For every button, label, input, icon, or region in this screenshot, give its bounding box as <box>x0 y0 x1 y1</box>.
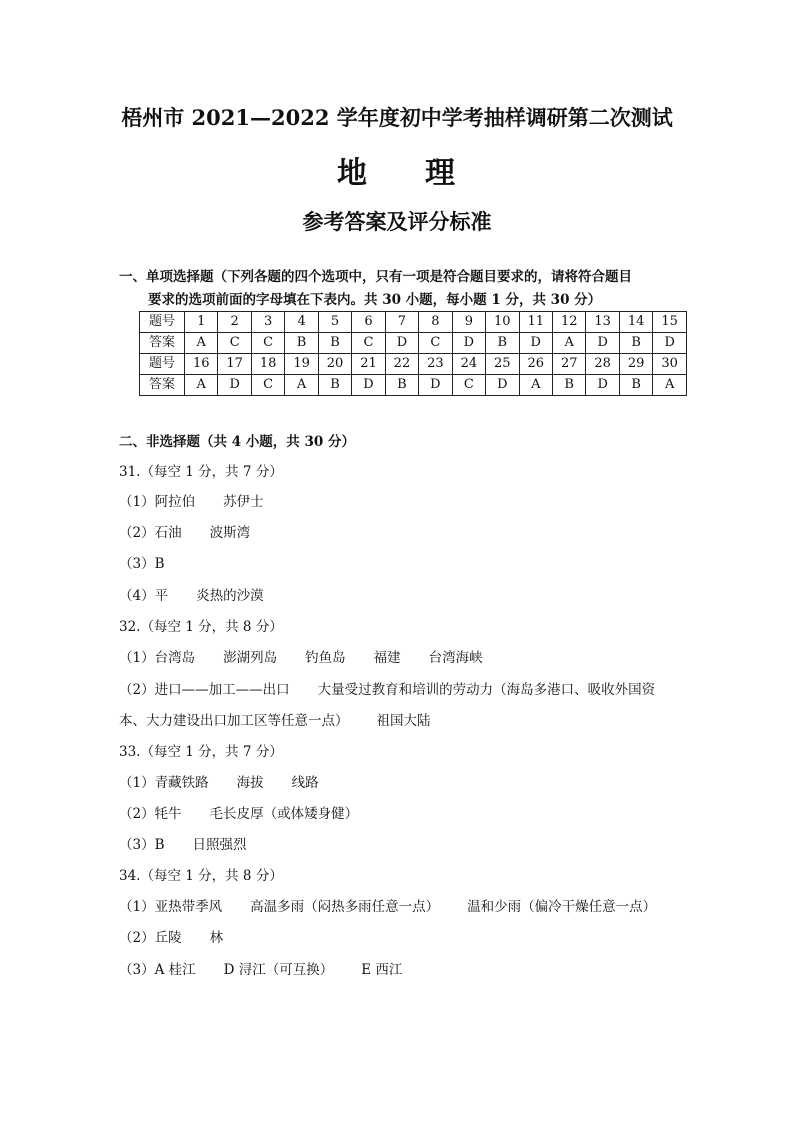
table-cell: 24 <box>452 354 485 375</box>
q31-answer-3 <box>119 552 165 572</box>
q32-answer-1 <box>119 646 483 666</box>
table-cell: B <box>486 333 519 354</box>
table-cell: B <box>318 333 351 354</box>
answer-text: （2）进口——加工——出口 <box>119 682 290 698</box>
answer-key-title: 参考答案及评分标准 <box>302 209 492 234</box>
table-cell: 23 <box>419 354 452 375</box>
q32-answer-2 <box>119 678 655 698</box>
table-row-numbers-1 <box>140 312 687 333</box>
table-cell: B <box>385 375 418 396</box>
table-cell: 5 <box>318 312 351 333</box>
answer-text: 澎湖列岛 <box>223 650 278 666</box>
table-cell: 28 <box>586 354 619 375</box>
answer-text: D 浔江（可互换） <box>223 962 334 978</box>
q34-answer-3 <box>119 958 402 978</box>
table-cell: 18 <box>251 354 284 375</box>
answer-text: 本、大力建设出口加工区等任意一点） <box>119 713 349 729</box>
table-cell: A <box>285 375 318 396</box>
subject-char-1: 地 <box>337 156 369 191</box>
q32-title: 32.（每空 1 分，共 8 分） <box>119 619 283 635</box>
answer-text: （3）B <box>119 837 165 853</box>
answer-text: 波斯湾 <box>209 525 251 541</box>
section1-heading-line1: 一、单项选择题（下列各题的四个选项中，只有一项是符合题目要求的，请将符合题目 <box>119 269 632 285</box>
answer-text: （2）丘陵 <box>119 930 182 946</box>
table-cell: D <box>419 375 452 396</box>
q34-answer-1 <box>119 895 656 915</box>
answer-text: 大量受过教育和培训的劳动力（海岛多港口、吸收外国资 <box>317 682 656 698</box>
table-cell: A <box>653 375 687 396</box>
table-cell: 19 <box>285 354 318 375</box>
answer-text: （3）A 桂江 <box>119 962 196 978</box>
section1-heading-line2: 要求的选项前面的字母填在下表内。共 30 小题，每小题 1 分，共 30 分） <box>148 292 602 308</box>
answer-text: 苏伊士 <box>223 494 264 510</box>
table-cell: 4 <box>285 312 318 333</box>
answer-text: 林 <box>209 930 224 946</box>
table-cell: C <box>251 333 284 354</box>
table-cell: D <box>653 333 687 354</box>
table-cell: A <box>552 333 585 354</box>
answer-text: （1）亚热带季风 <box>119 899 223 915</box>
table-cell: 21 <box>352 354 385 375</box>
table-cell: 12 <box>552 312 585 333</box>
q33-title: 33.（每空 1 分，共 7 分） <box>119 744 283 760</box>
table-cell: C <box>251 375 284 396</box>
table-cell: B <box>318 375 351 396</box>
answer-text: （3）B <box>119 556 165 572</box>
table-cell: D <box>385 333 418 354</box>
answer-text: （4）平 <box>119 588 169 604</box>
answer-text: （1）阿拉伯 <box>119 494 196 510</box>
table-cell: A <box>185 375 218 396</box>
table-cell: 3 <box>251 312 284 333</box>
answer-text: 毛长皮厚（或体矮身健） <box>209 806 359 822</box>
subject-title <box>0 148 794 192</box>
table-cell: 6 <box>352 312 385 333</box>
table-cell: D <box>486 375 519 396</box>
q33-answer-2 <box>119 802 358 822</box>
answer-text: 日照强烈 <box>192 837 247 853</box>
table-cell: D <box>218 375 251 396</box>
table-cell: 2 <box>218 312 251 333</box>
answer-text: （1）台湾岛 <box>119 650 196 666</box>
table-cell: 17 <box>218 354 251 375</box>
table-cell: 9 <box>452 312 485 333</box>
table-label-question: 题号 <box>140 312 185 333</box>
table-cell: C <box>218 333 251 354</box>
table-cell: B <box>619 333 652 354</box>
subject-char-2: 理 <box>425 156 457 191</box>
table-cell: 29 <box>619 354 652 375</box>
table-cell: 14 <box>619 312 652 333</box>
answer-text: 钓鱼岛 <box>305 650 346 666</box>
answer-text: 祖国大陆 <box>376 713 431 729</box>
table-row-answers-1 <box>140 333 687 354</box>
table-cell: 26 <box>519 354 552 375</box>
q34-title: 34.（每空 1 分，共 8 分） <box>119 868 283 884</box>
q31-answer-4 <box>119 584 264 604</box>
answer-text: 温和少雨（偏冷干燥任意一点） <box>467 899 657 915</box>
q33-answer-1 <box>119 771 319 791</box>
q31-title: 31.（每空 1 分，共 7 分） <box>119 464 283 480</box>
answer-text: 高温多雨（闷热多雨任意一点） <box>250 899 440 915</box>
table-cell: C <box>352 333 385 354</box>
answer-text: 线路 <box>291 775 319 791</box>
q31-answer-1 <box>119 490 264 510</box>
table-row-answers-2 <box>140 375 687 396</box>
table-cell: 7 <box>385 312 418 333</box>
table-cell: A <box>185 333 218 354</box>
answer-text: 台湾海峡 <box>428 650 483 666</box>
answer-text: 炎热的沙漠 <box>196 588 264 604</box>
answer-text: （2）牦牛 <box>119 806 182 822</box>
table-cell: 25 <box>486 354 519 375</box>
document-title: 梧州市 2021—2022 学年度初中学考抽样调研第二次测试 <box>121 105 673 130</box>
table-cell: C <box>452 375 485 396</box>
table-cell: 13 <box>586 312 619 333</box>
table-cell: 27 <box>552 354 585 375</box>
section2-heading: 二、非选择题（共 4 小题，共 30 分） <box>119 434 355 450</box>
q32-answer-2-cont <box>119 709 431 729</box>
table-cell: B <box>552 375 585 396</box>
q31-answer-2 <box>119 521 250 541</box>
table-cell: 11 <box>519 312 552 333</box>
answer-text: 海拔 <box>236 775 264 791</box>
table-cell: 1 <box>185 312 218 333</box>
table-label-question: 题号 <box>140 354 185 375</box>
table-cell: 8 <box>419 312 452 333</box>
table-cell: 30 <box>653 354 687 375</box>
table-cell: D <box>519 333 552 354</box>
answer-text: E 西江 <box>361 962 403 978</box>
q33-answer-3 <box>119 833 247 853</box>
table-label-answer: 答案 <box>140 333 185 354</box>
answer-text: 福建 <box>373 650 401 666</box>
table-cell: 15 <box>653 312 687 333</box>
table-cell: D <box>452 333 485 354</box>
answer-table <box>139 311 687 396</box>
table-label-answer: 答案 <box>140 375 185 396</box>
table-cell: D <box>586 333 619 354</box>
table-row-numbers-2 <box>140 354 687 375</box>
table-cell: B <box>619 375 652 396</box>
answer-text: （1）青藏铁路 <box>119 775 209 791</box>
table-cell: 22 <box>385 354 418 375</box>
answer-text: （2）石油 <box>119 525 182 541</box>
table-cell: D <box>352 375 385 396</box>
table-cell: A <box>519 375 552 396</box>
table-cell: C <box>419 333 452 354</box>
table-cell: 16 <box>185 354 218 375</box>
table-cell: D <box>586 375 619 396</box>
table-cell: 10 <box>486 312 519 333</box>
q34-answer-2 <box>119 926 223 946</box>
table-cell: 20 <box>318 354 351 375</box>
table-cell: B <box>285 333 318 354</box>
